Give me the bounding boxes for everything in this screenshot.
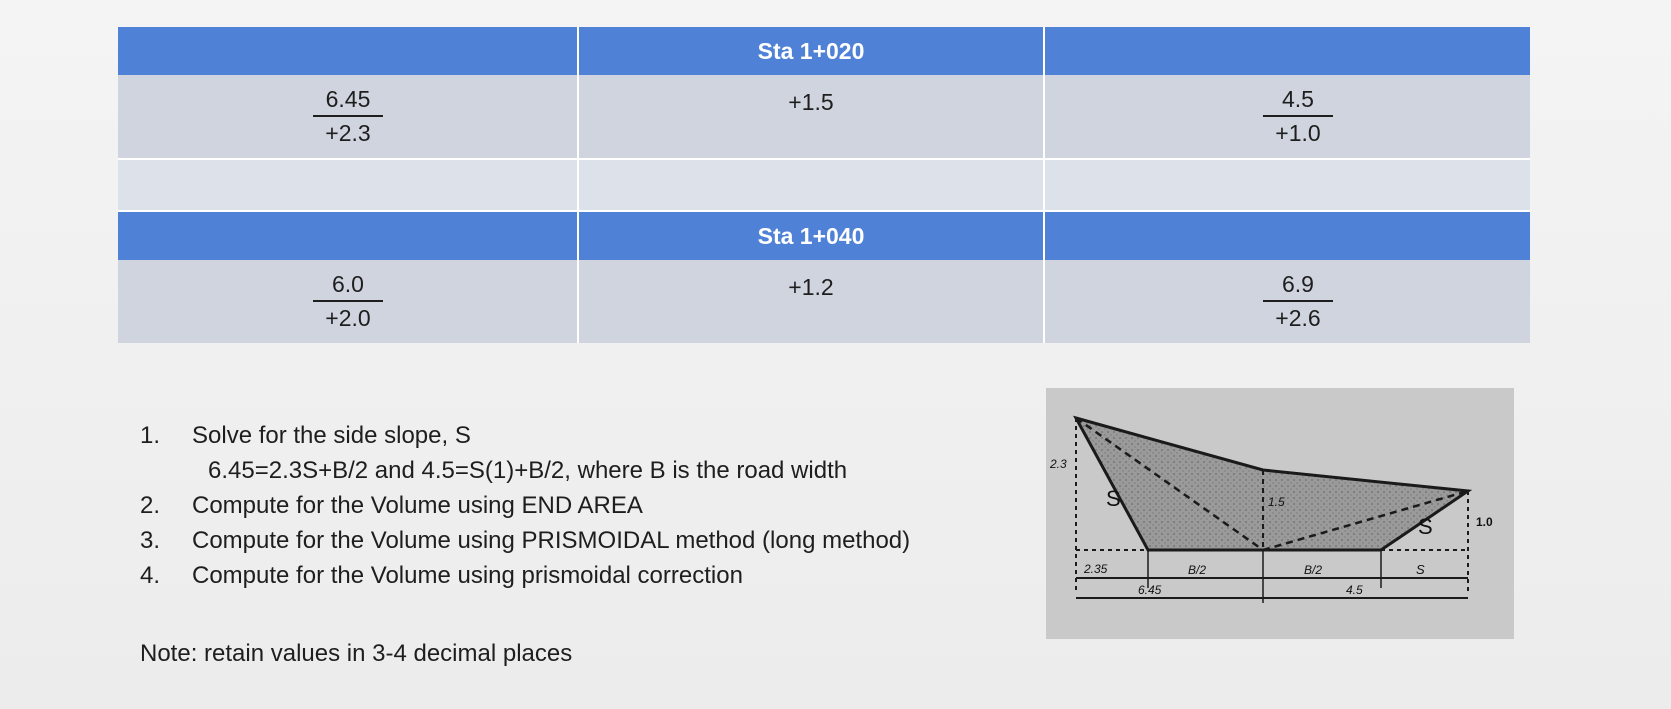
item-text: Compute for the Volume using prismoidal correction	[192, 562, 743, 589]
section-area	[1076, 418, 1468, 550]
list-item	[140, 418, 910, 453]
cross-section-diagram	[1046, 388, 1514, 639]
dim-45-label: 4.5	[1346, 583, 1363, 597]
left-height: +2.3	[325, 120, 371, 146]
right-height-label: 1.0	[1476, 515, 1493, 529]
header-cell-right	[1045, 27, 1530, 75]
spacer-cell	[579, 160, 1045, 210]
dim-s-label: S	[1416, 562, 1425, 577]
left-distance: 6.45	[313, 85, 383, 117]
center-height: +1.5	[788, 89, 834, 115]
right-height: +2.6	[1275, 305, 1321, 331]
item-number: 3.	[140, 527, 161, 554]
list-item	[140, 523, 910, 558]
right-distance: 6.9	[1263, 270, 1333, 302]
right-distance: 4.5	[1263, 85, 1333, 117]
item-number: 4.	[140, 562, 161, 589]
dim-b2-right-label: B/2	[1304, 563, 1323, 577]
center-height: +1.2	[788, 274, 834, 300]
dim-b2-left-label: B/2	[1188, 563, 1207, 577]
item-number: 2.	[140, 492, 161, 519]
item-text: Compute for the Volume using END AREA	[192, 492, 643, 519]
table-header-row	[118, 27, 1530, 75]
header-cell-left	[118, 27, 579, 75]
dim-645-label: 6.45	[1138, 583, 1162, 597]
list-item	[140, 558, 910, 593]
spacer-cell	[1045, 160, 1530, 210]
left-fraction	[313, 85, 383, 149]
center-cell	[579, 75, 1045, 158]
center-cell	[579, 260, 1045, 343]
left-height: +2.0	[325, 305, 371, 331]
spacer-cell	[118, 160, 579, 210]
right-cell	[1045, 260, 1530, 343]
left-cell	[118, 260, 579, 343]
left-height-label: 2.3	[1050, 457, 1067, 471]
right-height: +1.0	[1275, 120, 1321, 146]
header-cell-right	[1045, 212, 1530, 260]
left-cell	[118, 75, 579, 158]
table-row	[118, 260, 1530, 344]
item-number: 1.	[140, 422, 161, 449]
table-spacer-row	[118, 158, 1530, 212]
right-cell	[1045, 75, 1530, 158]
side-slope-left-label: S	[1106, 486, 1121, 511]
item-text: Solve for the side slope, S	[192, 422, 471, 449]
note-text: Note: retain values in 3-4 decimal places	[140, 640, 573, 667]
header-cell-station: Sta 1+040	[579, 212, 1045, 260]
right-fraction	[1263, 85, 1333, 149]
left-distance: 6.0	[313, 270, 383, 302]
right-fraction	[1263, 270, 1333, 334]
header-cell-station: Sta 1+020	[579, 27, 1045, 75]
cross-section-figure	[1046, 388, 1514, 639]
dim-235-label: 2.35	[1084, 562, 1108, 576]
header-cell-left	[118, 212, 579, 260]
center-height-label: 1.5	[1268, 495, 1285, 509]
table-row	[118, 75, 1530, 158]
side-slope-right-label: S	[1418, 514, 1433, 539]
station-table	[118, 27, 1530, 344]
left-fraction	[313, 270, 383, 334]
item-text: Compute for the Volume using PRISMOIDAL method (long method)	[192, 527, 911, 554]
table-header-row	[118, 212, 1530, 260]
list-item	[140, 488, 910, 523]
equation-line: 6.45=2.3S+B/2 and 4.5=S(1)+B/2, where B is the road width	[208, 457, 848, 484]
task-list	[140, 418, 910, 593]
